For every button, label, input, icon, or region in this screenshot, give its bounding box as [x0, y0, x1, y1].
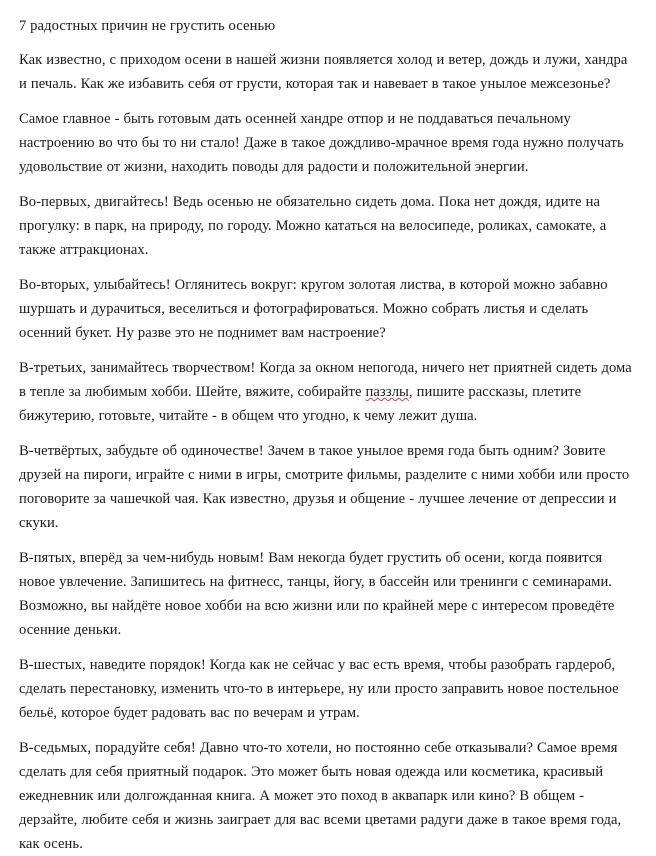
page-title: 7 радостных причин не грустить осенью [19, 18, 276, 34]
spellcheck-misspelled-word[interactable]: паззлы [365, 384, 409, 400]
paragraph-main-point: Самое главное - быть готовым дать осенней хандре отпор и не поддаваться печальному настроению во что бы то ни стало! Даже в такое дождливо-мрачное время года нужно получать удовольствие от жизни, находить поводы для радости и положительной энергии. [19, 111, 624, 175]
paragraph-reason-6: В-шестых, наведите порядок! Когда как не сейчас у вас есть время, чтобы разобрать гардероб, сделать перестановку, изменить что-то в интерьере, ну или просто заправить новое постельное бельё, которое будет радовать вас по вечерам и утрам. [19, 657, 619, 721]
paragraph-reason-4: В-четвёртых, забудьте об одиночестве! Зачем в такое унылое время года быть одним? Зовите друзей на пироги, играйте с ними в игры, смотрите фильмы, разделите с ними хобби или просто поговорите за чашечкой чая. Как известно, друзья и общение - лучшее лечение от депрессии и скуки. [19, 443, 630, 531]
paragraph-reason-1: Во-первых, двигайтесь! Ведь осенью не обязательно сидеть дома. Пока нет дождя, идите на прогулку: в парк, на природу, по городу. Можно кататься на велосипеде, роликах, самокате, а также аттракционах. [19, 194, 607, 258]
paragraph-reason-3-text-after: , пишите рассказы, плетите бижутерию, готовьте, читайте - в общем что угодно, к чему лежит душа. [19, 384, 582, 424]
paragraph-reason-3 [19, 356, 634, 428]
paragraph-reason-7: В-седьмых, порадуйте себя! Давно что-то хотели, но постоянно себе отказывали? Самое время сделать для себя приятный подарок. Это может быть новая одежда или косметика, красивый ежедневник или долгожданная книга. А может это поход в аквапарк или кино? В общем - дерзайте, любите себя и жизнь заиграет для вас всеми цветами радуги даже в такое время года, как осень. [19, 740, 622, 852]
paragraph-intro: Как известно, с приходом осени в нашей жизни появляется холод и ветер, дождь и лужи, хандра и печаль. Как же избавить себя от грусти, которая так и навевает в такое унылое межсезонье? [19, 52, 628, 92]
paragraph-reason-3-text-before: В-третьих, занимайтесь творчеством! Когда за окном непогода, ничего нет приятней сидеть дома в тепле за любимым хобби. Шейте, вяжите, собирайте [19, 360, 632, 400]
paragraph-reason-5: В-пятых, вперёд за чем-нибудь новым! Вам некогда будет грустить об осени, когда появится новое увлечение. Запишитесь на фитнесс, танцы, йогу, в бассейн или тренинги с семинарами. Возможно, вы найдёте новое хобби на всю жизни или по крайней мере с интересом проведёте осенние деньки. [19, 550, 615, 638]
paragraph-reason-2: Во-вторых, улыбайтесь! Оглянитесь вокруг: кругом золотая листва, в которой можно забавно шуршать и дурачиться, веселиться и фотографироваться. Можно собрать листья и сделать осенний букет. Ну разве это не поднимет вам настроение? [19, 277, 608, 341]
